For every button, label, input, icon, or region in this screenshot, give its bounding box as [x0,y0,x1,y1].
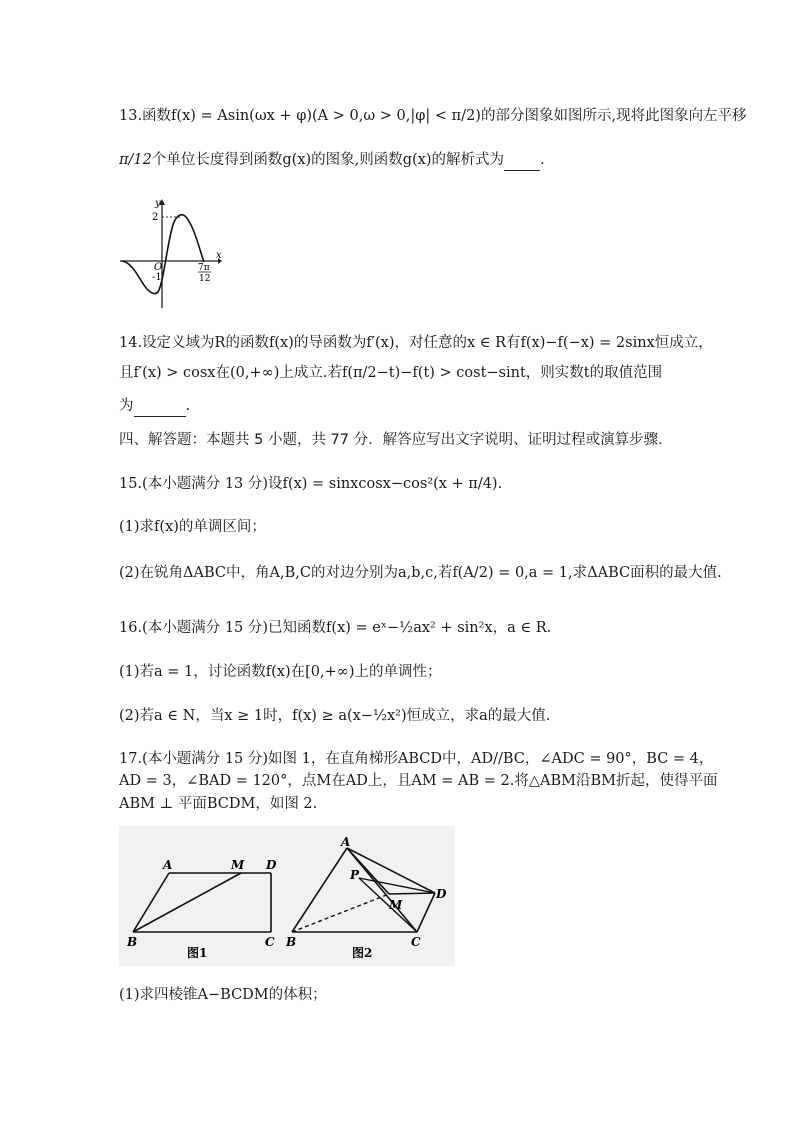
fig1-label-A: A [163,858,173,872]
q14-line2: 且f′(x) > cosx在(0,+∞)上成立.若f(π/2−t)−f(t) > cost−sint，则实数t的取值范围 [119,365,663,381]
q13-xtick-den: 12 [199,274,211,284]
fig2-label-B: B [286,935,297,949]
fig2-edge-MD [389,893,435,894]
fig2-label-M: M [389,898,403,912]
q17-line2: AD = 3，∠BAD = 120°，点M在AD上，且AM = AB = 2.将△ABM沿BM折起，使得平面 [119,773,718,789]
q15-part1: (1)求f(x)的单调区间； [119,519,266,535]
q13-line2-text: 个单位长度得到函数g(x)的图象,则函数g(x)的解析式为 [151,152,505,168]
q17-line1: 17.(本小题满分 15 分)如图 1，在直角梯形ABCD中，AD//BC，∠ADC = 90°，BC = 4， [119,751,714,767]
q16-part1: (1)若a = 1，讨论函数f(x)在[0,+∞)上的单调性； [119,664,442,680]
fig1-label-M: M [231,858,245,872]
q15-line1: 15.(本小题满分 13 分)设f(x) = sinxcosx−cos²(x + π/4). [119,476,503,492]
q13-line2: π/12个单位长度得到函数g(x)的图象,则函数g(x)的解析式为 . [119,150,545,171]
q13-y-label: y [155,198,161,209]
fig2-label-A: A [341,835,351,849]
q14-answer-blank [134,396,186,417]
fig2-caption: 图2 [352,946,373,960]
q13-ymin-label: -1 [152,272,162,283]
q13-xtick-num: 7π [198,263,210,273]
q13-answer-blank [504,150,540,171]
fig2-label-D: D [436,887,447,901]
q13-shift-fraction: π/12 [119,152,152,168]
fig2-label-P: P [350,868,360,882]
q13-line1: 13.函数f(x) = Asin(ωx + φ)(A > 0,ω > 0,|φ| < π/2)的部分图象如图所示,现将此图象向左平移 [119,108,747,124]
q13-x-label: x [216,250,222,261]
q13-origin-label: O [154,262,163,273]
q13-ymax-label: 2 [152,212,159,223]
q13-sine-curve [122,215,204,294]
section-4-heading: 四、解答题：本题共 5 小题，共 77 分．解答应写出文字说明、证明过程或演算步骤． [119,432,673,448]
q14-line3: 为 . [119,396,190,417]
fig1-label-D: D [266,858,277,872]
q13-graph [118,196,228,314]
q17-figures [119,826,455,966]
q17-part1: (1)求四棱锥A−BCDM的体积； [119,987,327,1003]
q15-part2: (2)在锐角ΔABC中，角A,B,C的对边分别为a,b,c,若f(A/2) = 0,a = 1,求ΔABC面积的最大值. [119,565,722,581]
q14-line3-text: 为 [119,398,134,414]
fig1-caption: 图1 [187,946,208,960]
q17-line3: ABM ⊥ 平面BCDM，如图 2. [119,796,318,812]
q14-line1: 14.设定义域为R的函数f(x)的导函数为f′(x)，对任意的x ∈ R有f(x)−f(−x) = 2sinx恒成立， [119,335,713,351]
fig1-label-B: B [127,935,138,949]
q16-line1: 16.(本小题满分 15 分)已知函数f(x) = eˣ−½ax² + sin²x，a ∈ R. [119,620,552,636]
fig1-label-C: C [265,935,275,949]
fig2-label-C: C [411,935,421,949]
q16-part2: (2)若a ∈ N，当x ≥ 1时，f(x) ≥ a(x−½x²)恒成立，求a的最大值. [119,708,551,724]
